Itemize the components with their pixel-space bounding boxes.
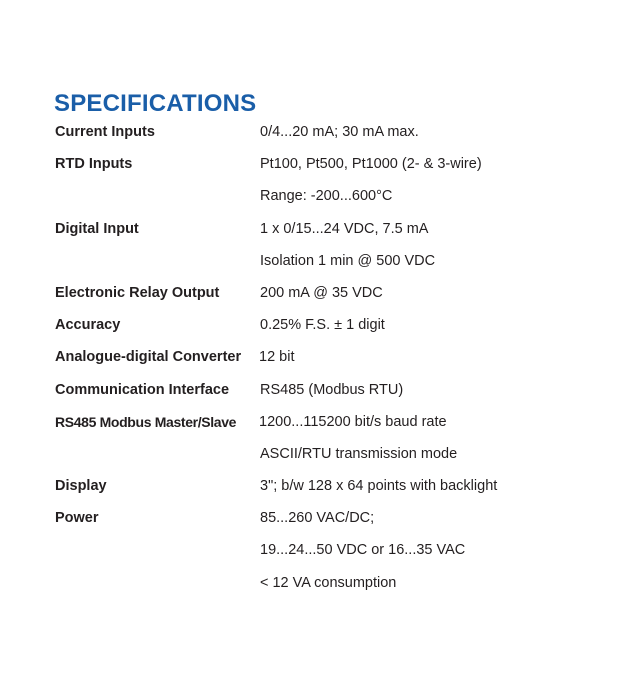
spec-row-rtd-inputs [55, 153, 615, 185]
spec-row-power [55, 507, 615, 539]
spec-label: RS485 Modbus Master/Slave [55, 413, 237, 430]
spec-value: 200 mA @ 35 VDC [260, 284, 383, 301]
spec-value: 19...24...50 VDC or 16...35 VAC [260, 542, 466, 559]
spec-row-display [55, 475, 615, 507]
spec-value: 1200...115200 bit/s baud rate [259, 413, 447, 430]
spec-label: Analogue-digital Converter [55, 349, 242, 366]
spec-value: 3"; b/w 128 x 64 points with backlight [260, 478, 498, 495]
spec-value: ASCII/RTU transmission mode [260, 445, 458, 462]
spec-value: 12 bit [259, 349, 295, 366]
spec-label: RTD Inputs [55, 156, 133, 173]
spec-row-modbus-mode [55, 443, 615, 475]
spec-label: Power [55, 510, 99, 527]
spec-row-adc [55, 346, 615, 378]
spec-row-communication [55, 379, 615, 411]
spec-row-rtd-range [55, 185, 615, 217]
spec-value: < 12 VA consumption [260, 574, 397, 591]
spec-label: Communication Interface [55, 381, 230, 398]
spec-label: Digital Input [55, 220, 139, 237]
spec-value: Pt100, Pt500, Pt1000 (2- & 3-wire) [260, 156, 482, 173]
spec-value: Isolation 1 min @ 500 VDC [260, 252, 436, 269]
spec-value: 85...260 VAC/DC; [260, 510, 375, 527]
spec-value: 1 x 0/15...24 VDC, 7.5 mA [260, 220, 429, 237]
spec-row-current-inputs [55, 121, 615, 153]
spec-row-digital-input [55, 218, 615, 250]
spec-row-modbus [55, 411, 615, 443]
spec-value: Range: -200...600°C [260, 188, 393, 205]
spec-value: 0.25% F.S. ± 1 digit [260, 317, 385, 334]
specifications-table [55, 121, 615, 604]
spec-row-power-consumption [55, 572, 615, 604]
spec-label: Display [55, 478, 107, 495]
spec-label: Electronic Relay Output [55, 284, 220, 301]
spec-value: 0/4...20 mA; 30 mA max. [260, 124, 419, 140]
spec-label: Current Inputs [55, 124, 155, 140]
spec-row-power-dc [55, 539, 615, 571]
page-title: SPECIFICATIONS [54, 90, 257, 117]
spec-value: RS485 (Modbus RTU) [260, 381, 404, 398]
spec-label: Accuracy [55, 317, 121, 334]
spec-row-digital-isolation [55, 250, 615, 282]
spec-row-accuracy [55, 314, 615, 346]
spec-row-relay-output [55, 282, 615, 314]
